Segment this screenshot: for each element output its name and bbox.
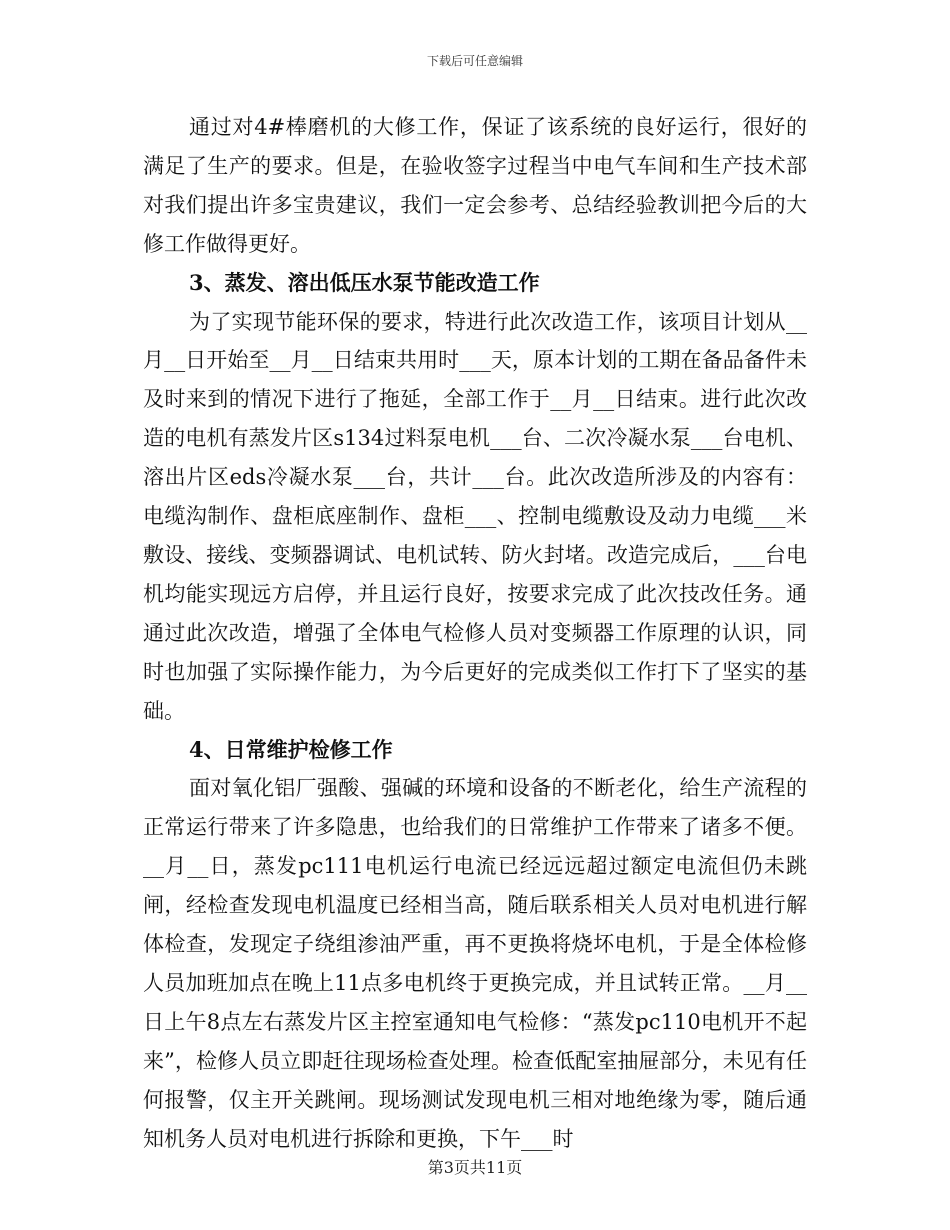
paragraph-overhaul-summary: 通过对4#棒磨机的大修工作，保证了该系统的良好运行，很好的满足了生产的要求。但是，在验收签字过程当中电气车间和生产技术部对我们提出许多宝贵建议，我们一定会参考、总结经验教训把今后的大修工作做得更好。: [143, 115, 807, 256]
document-body: [143, 108, 807, 1158]
section-heading-4: 4、日常维护检修工作: [189, 736, 393, 762]
paragraph-pump-retrofit: 为了实现节能环保的要求，特进行此次改造工作，该项目计划从__月__日开始至__月__日结束共用时___天，原本计划的工期在备品备件未及时来到的情况下进行了拖延，全部工作于__月__日结束。进行此次改造的电机有蒸发片区s134过料泵电机___台、二次冷凝水泵___台电机、溶出片区eds冷凝水泵___台，共计___台。此次改造所涉及的内容有：电缆沟制作、盘柜底座制作、盘柜___、控制电缆敷设及动力电缆___米敷设、接线、变频器调试、电机试转、防火封堵。改造完成后，___台电机均能实现远方启停，并且运行良好，按要求完成了此次技改任务。通通过此次改造，增强了全体电气检修人员对变频器工作原理的认识，同时也加强了实际操作能力，为今后更好的完成类似工作打下了坚实的基础。: [143, 309, 807, 723]
paragraph-daily-maintenance: 面对氧化铝厂强酸、强碱的环境和设备的不断老化，给生产流程的正常运行带来了许多隐患，也给我们的日常维护工作带来了诸多不便。__月__日，蒸发pc111电机运行电流已经远远超过额定电流但仍未跳闸，经检查发现电机温度已经相当高，随后联系相关人员对电机进行解体检查，发现定子绕组渗油严重，再不更换将烧坏电机，于是全体检修人员加班加点在晚上11点多电机终于更换完成，并且试转正常。__月__日上午8点左右蒸发片区主控室通知电气检修：“蒸发pc110电机开不起来”，检修人员立即赶往现场检查处理。检查低配室抽屉部分，未见有任何报警，仅主开关跳闸。现场测试发现电机三相对地绝缘为零，随后通知机务人员对电机进行拆除和更换，下午___时: [143, 776, 807, 1151]
page-header: 下载后可任意编辑: [426, 54, 523, 68]
section-heading-3: 3、蒸发、溶出低压水泵节能改造工作: [189, 269, 540, 295]
page-number: 第3页共11页: [427, 1158, 523, 1177]
